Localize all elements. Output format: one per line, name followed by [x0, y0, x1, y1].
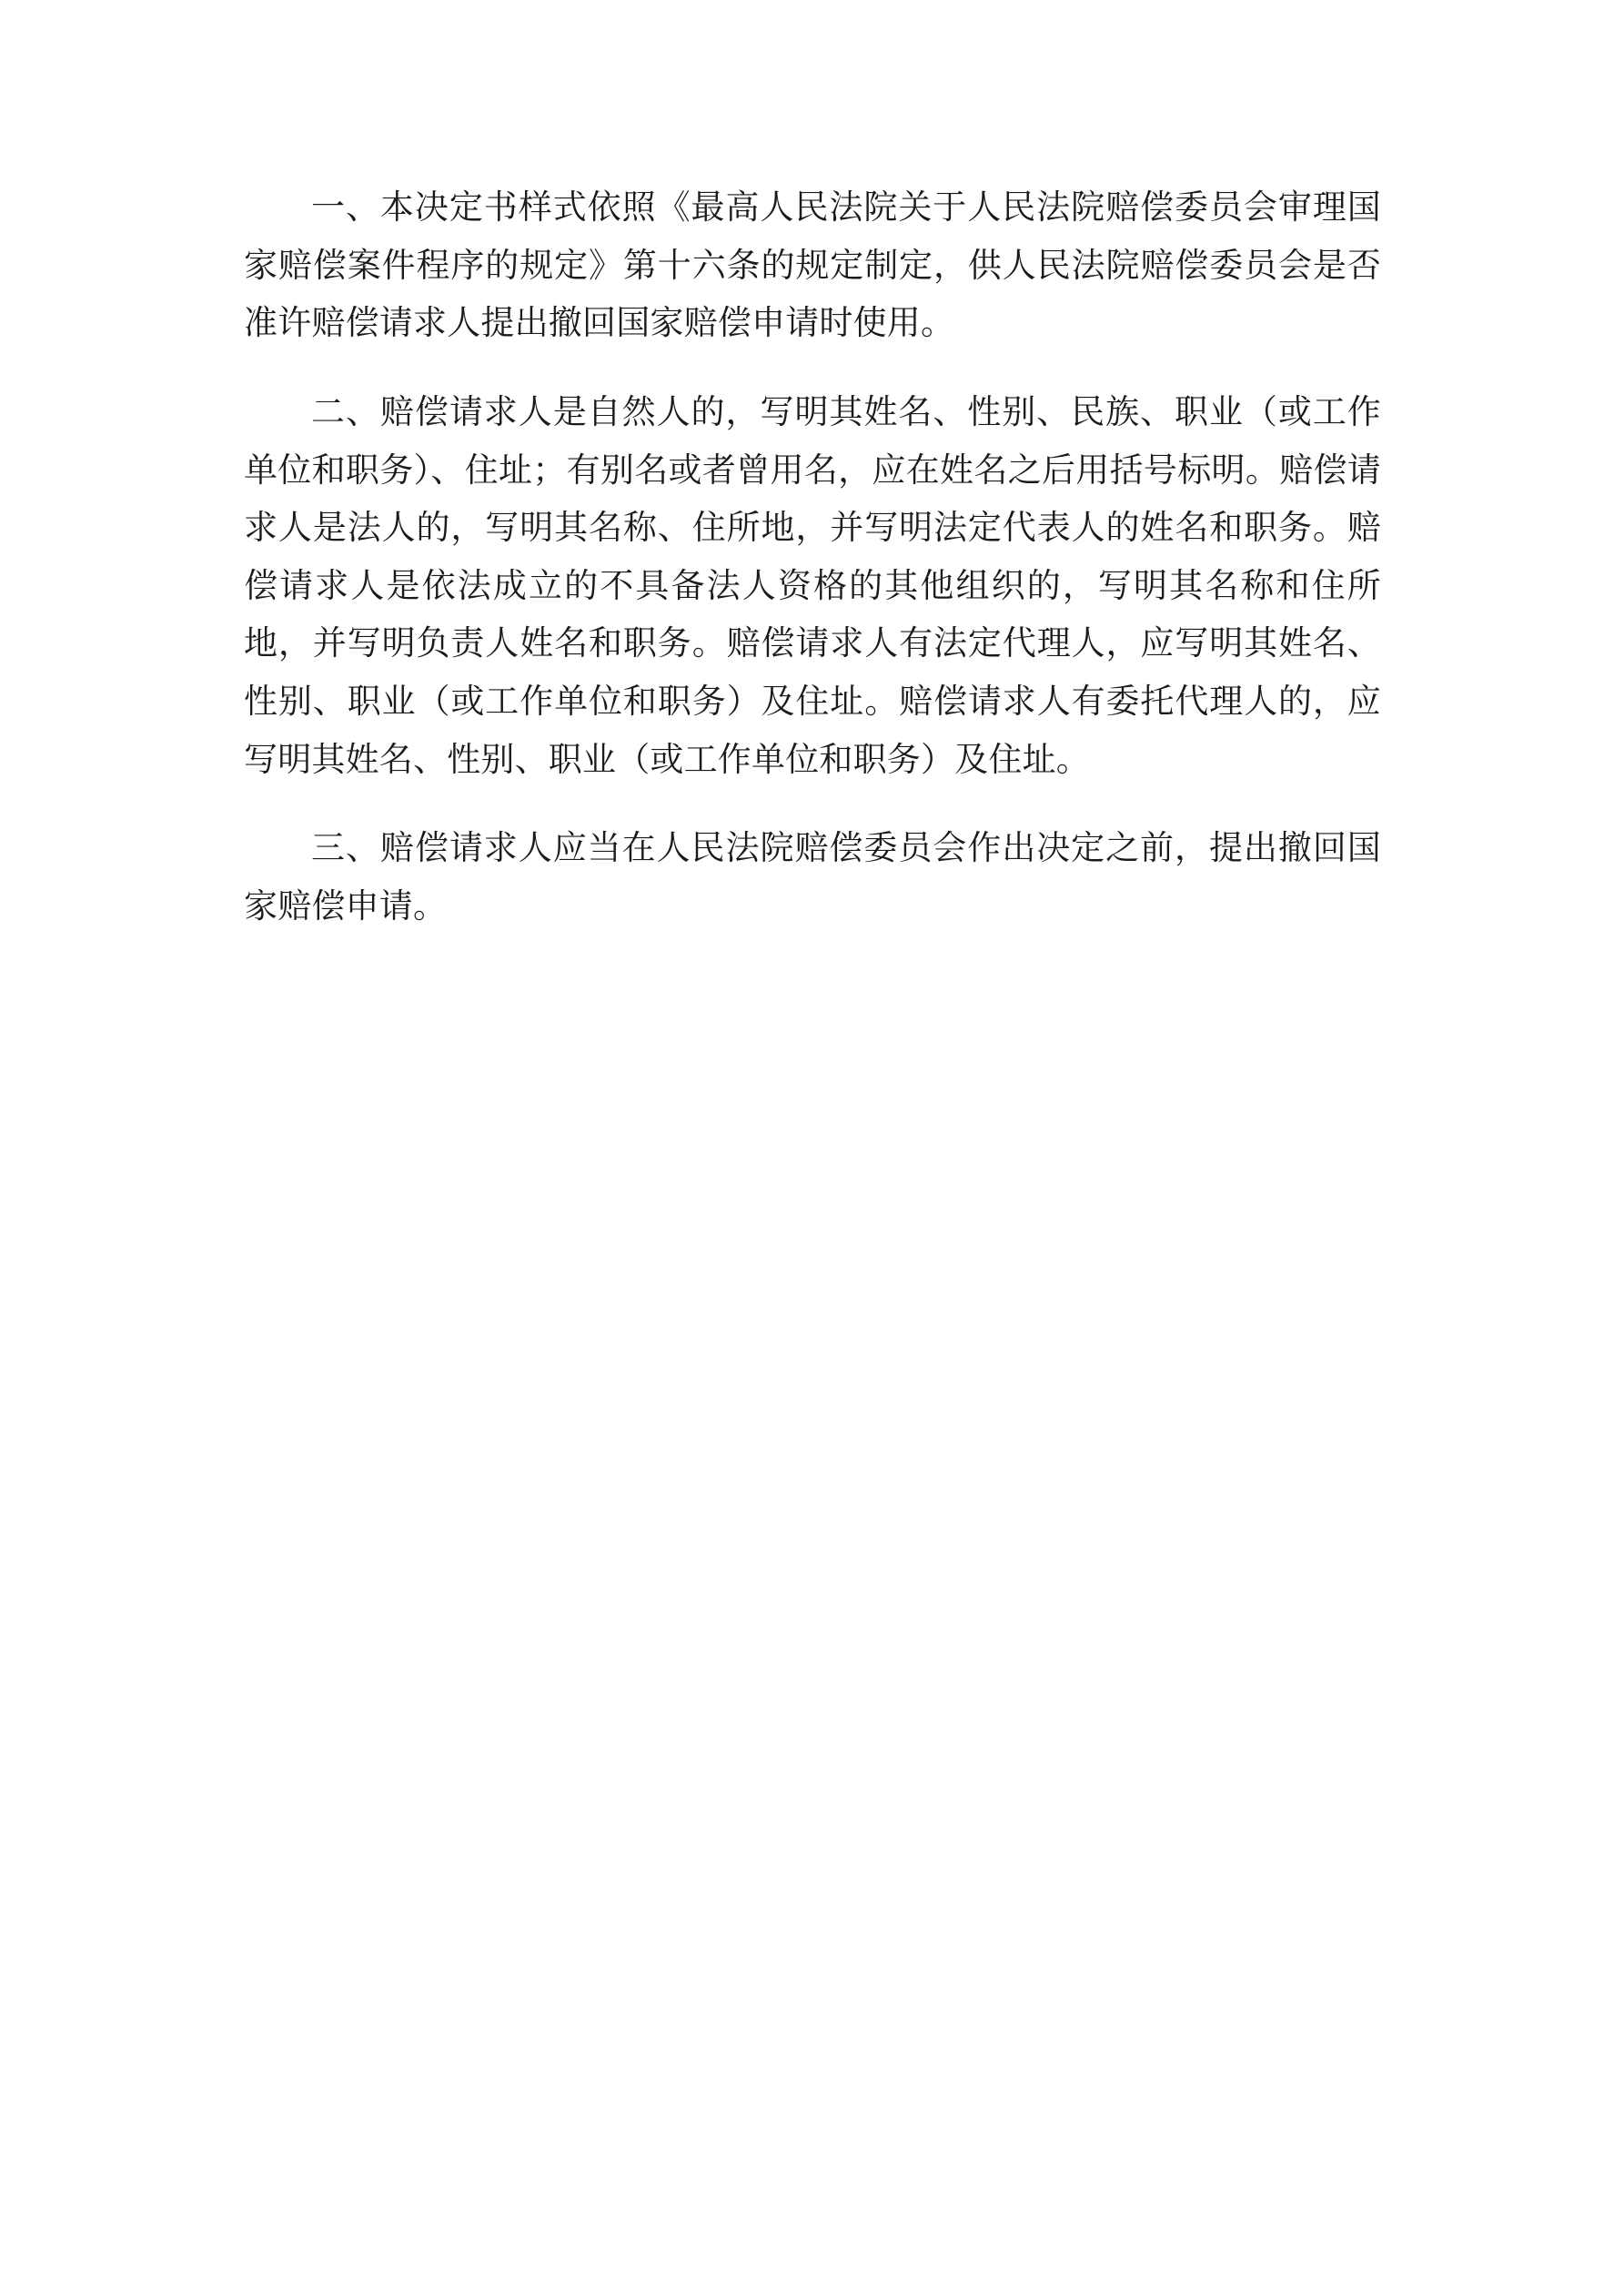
- document-body: [244, 178, 1381, 936]
- paragraph-three: 三、赔偿请求人应当在人民法院赔偿委员会作出决定之前，提出撤回国家赔偿申请。: [244, 828, 1381, 925]
- paragraph-two: 二、赔偿请求人是自然人的，写明其姓名、性别、民族、职业（或工作单位和职务）、住址；有别名或者曾用名，应在姓名之后用括号标明。赔偿请求人是法人的，写明其名称、住所地，并写明法定代表人的姓名和职务。赔偿请求人是依法成立的不具备法人资格的其他组织的，写明其名称和住所地，并写明负责人姓名和职务。赔偿请求人有法定代理人，应写明其姓名、性别、职业（或工作单位和职务）及住址。赔偿请求人有委托代理人的，应写明其姓名、性别、职业（或工作单位和职务）及住址。: [244, 391, 1381, 779]
- paragraph-one: 一、本决定书样式依照《最高人民法院关于人民法院赔偿委员会审理国家赔偿案件程序的规定》第十六条的规定制定，供人民法院赔偿委员会是否准许赔偿请求人提出撤回国家赔偿申请时使用。: [244, 187, 1381, 343]
